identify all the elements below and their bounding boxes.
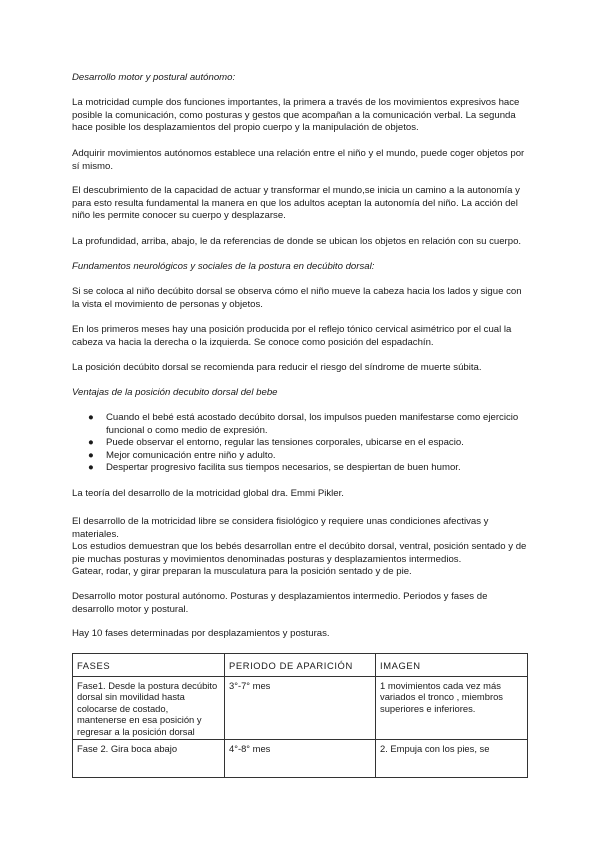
paragraph-periodos-fases: Desarrollo motor postural autónomo. Posturas y desplazamientos intermedio. Periodos y fases de desarrollo motor y postural.: [72, 591, 488, 615]
paragraph-movimientos-autonomos: Adquirir movimientos autónomos establece una relación entre el niño y el mundo, puede coger objetos por sí mismo.: [72, 148, 525, 172]
table-row: [73, 740, 528, 778]
paragraph-muerte-subita: La posición decúbito dorsal se recomienda para reducir el riesgo del síndrome de muerte súbita.: [72, 362, 482, 373]
table-cell: 1 movimientos cada vez más variados el tronco , miembros superiores e inferiores.: [376, 677, 528, 740]
list-item: ● Puede observar el entorno, regular las tensiones corporales, ubicarse en el espacio.: [88, 437, 464, 449]
paragraph-decubito-dorsal: Si se coloca al niño decúbito dorsal se observa cómo el niño mueve la cabeza hacia los lados y sigue con la vista el movimiento de personas y objetos.: [72, 286, 522, 310]
paragraph-descubrimiento: El descubrimiento de la capacidad de actuar y transformar el mundo,se inicia un camino a la autonomía y para esto resulta fundamental la manera en que los adultos aceptan la autonomía del niño. La acción del niño les permite conocer su cuerpo y desplazarse.: [72, 185, 520, 222]
section-heading-desarrollo-motor: Desarrollo motor y postural autónomo:: [72, 72, 236, 83]
paragraph-motricidad-libre: El desarrollo de la motricidad libre se considera fisiológico y requiere unas condiciones afectivas y materiales.: [72, 516, 489, 540]
list-item: ● Cuando el bebé está acostado decúbito dorsal, los impulsos pueden manifestarse como ejercicio funcional o como medio de expresión.: [88, 412, 519, 436]
table-cell: Fase 2. Gira boca abajo: [73, 740, 225, 778]
bullet-icon: ●: [88, 462, 94, 474]
paragraph-profundidad: La profundidad, arriba, abajo, le da referencias de donde se ubican los objetos en relación con su cuerpo.: [72, 236, 522, 247]
column-header-fases: FASES: [73, 654, 225, 677]
bullet-icon: ●: [88, 449, 94, 461]
paragraph-motricidad: La motricidad cumple dos funciones importantes, la primera a través de los movimientos expresivos hace posible la comunicación, como posturas y gestos que acompañan a la comunicación verbal. La segunda hace posible los desplazamientos del propio cuerpo y la manipulación de objetos.: [72, 97, 520, 134]
column-header-periodo: PERIODO DE APARICIÓN: [225, 654, 376, 677]
bullet-icon: ●: [88, 412, 94, 423]
table-row: [73, 677, 528, 740]
ventajas-list: [72, 412, 528, 475]
paragraph-reflejo-tonico: En los primeros meses hay una posición producida por el reflejo tónico cervical asimétrico por el cual la cabeza va hacia la derecha o la izquierda. Se conoce como posición del espadachín.: [72, 324, 512, 348]
section-heading-ventajas: Ventajas de la posición decubito dorsal del bebe: [72, 387, 278, 398]
table-cell: 3°-7° mes: [225, 677, 376, 740]
table-cell: 4°-8° mes: [225, 740, 376, 778]
paragraph-diez-fases: Hay 10 fases determinadas por desplazamientos y posturas.: [72, 628, 330, 639]
paragraph-estudios: Los estudios demuestran que los bebés desarrollan entre el decúbito dorsal, ventral, posición sentado y de pie muchas posturas y movimientos denominadas posturas y desplazamientos intermedios.: [72, 541, 527, 565]
table-header-row: [73, 654, 528, 677]
table-cell: 2. Empuja con los pies, se: [376, 740, 528, 778]
fases-table: [72, 653, 528, 778]
column-header-imagen: IMAGEN: [376, 654, 528, 677]
list-item: ● Despertar progresivo facilita sus tiempos necesarios, se despiertan de buen humor.: [88, 462, 461, 474]
table-cell: Fase1. Desde la postura decúbito dorsal sin movilidad hasta colocarse de costado, mantenerse en esa posición y regresar a la posición dorsal: [73, 677, 225, 740]
bullet-icon: ●: [88, 437, 94, 449]
paragraph-teoria-pikler: La teoría del desarrollo de la motricidad global dra. Emmi Pikler.: [72, 488, 344, 499]
section-heading-fundamentos: Fundamentos neurológicos y sociales de la postura en decúbito dorsal:: [72, 261, 375, 272]
paragraph-gatear: Gatear, rodar, y girar preparan la musculatura para la posición sentado y de pie.: [72, 566, 412, 577]
list-item: ● Mejor comunicación entre niño y adulto.: [88, 449, 276, 461]
